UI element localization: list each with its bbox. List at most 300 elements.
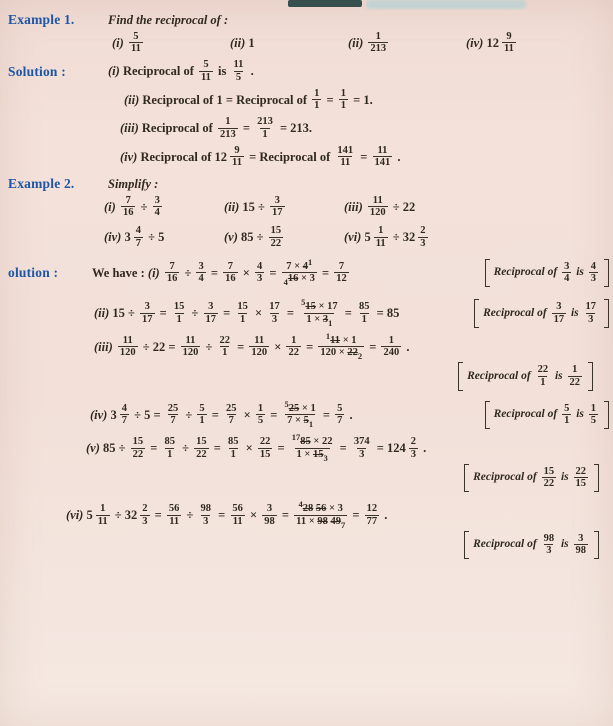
denominator: 1 [199,415,205,427]
text-run: (v) [86,441,103,456]
numerator: 1 [378,225,384,237]
text-run: = [215,508,229,523]
fraction [318,330,364,362]
numerator [284,256,314,273]
text-run: (iii) [120,121,142,136]
numerator: 15 [173,301,185,313]
ex2-items-1 [0,194,613,221]
numerator [290,432,335,448]
numerator: 15 [270,225,282,237]
text-run: ÷ [202,339,216,354]
exercise-item [104,224,224,251]
numerator: 5 [199,402,205,414]
denominator: 3 [256,273,263,285]
sol1-i-label: Solution : [8,63,66,79]
text-run: ÷ 5 [144,230,165,245]
denominator [285,414,315,430]
numerator: 4 [121,402,127,414]
denominator: 5 [590,415,596,427]
line-content [124,87,373,114]
numerator: 56 [168,503,180,515]
numerator: 3 [266,503,273,515]
reciprocal-note [485,259,609,288]
text-run: ÷ [389,230,403,245]
denominator: 11 [169,515,180,527]
text-run: (i) [147,265,163,280]
text-run: 1 × [306,313,323,325]
denominator: 22 [132,448,144,460]
denominator: 120 [251,347,268,359]
denominator: 1 [314,100,320,112]
text-run: = [319,407,334,422]
note-content [471,531,592,560]
denominator: 1 [176,313,182,325]
text-run: (iii) [344,199,366,214]
text-run: 85 ÷ [103,441,129,456]
mixed-number [125,502,152,529]
text-run: Simplify : [108,176,159,191]
denominator: 1 [540,376,546,388]
text-run: × [240,407,254,422]
cancelled-number: 56 [315,503,327,515]
denominator: 22 [543,478,555,490]
fraction [194,436,209,461]
text-run: . [381,508,388,523]
whole-part: 124 [386,441,406,456]
cancelled-number: 22 [347,347,358,359]
sol2-v [0,432,613,463]
text-run: × [251,306,266,321]
fraction [339,88,348,113]
denominator: 17 [553,313,565,325]
text-run: Reciprocal of [483,306,550,319]
denominator: 16 [225,273,236,285]
numerator: 3 [578,532,584,544]
text-run: = [283,306,298,321]
text-run: . [394,149,401,164]
fraction [368,195,388,220]
fraction [294,499,347,530]
whole-part: 3 [124,230,131,245]
text-run: 85 ÷ [241,230,267,245]
cancel-quotient-sub: 2 [357,351,363,362]
text-run: Reciprocal of [473,471,540,484]
numerator: 15 [543,465,555,477]
cancel-quotient-sub: 4 [283,277,288,288]
sol2-i-label: olution : [8,265,59,281]
numerator: 374 [353,436,370,448]
ex1-items [0,30,613,57]
denominator: 16 [166,273,178,285]
denominator: 7 [228,415,234,427]
text-run: Reciprocal of [493,408,561,421]
text-run: Reciprocal of [467,369,534,382]
numerator: 1 [225,116,231,128]
denominator: 3 [588,313,594,325]
fraction [217,335,232,360]
exercise-item [230,36,348,50]
numerator: 15 [237,301,248,313]
text-run: (ii) [230,35,249,50]
numerator: 3 [564,260,570,272]
sol2-vi [0,499,613,530]
cancelled-number: 85 [300,436,311,448]
denominator: 15 [575,478,586,490]
fraction [352,436,372,461]
text-run: × 3 [298,273,315,285]
line-content [104,194,415,221]
denominator: 1 [230,448,236,460]
whole-part: 5 [86,508,93,523]
line-content [66,499,388,530]
line-content [104,224,430,251]
cancel-quotient-sub: 3 [323,452,328,463]
note-content [492,401,602,430]
numerator: 3 [556,301,562,313]
text-run: × [271,339,285,354]
denominator: 17 [142,313,153,325]
fraction [502,31,516,56]
text-run: . [403,339,410,354]
fraction [269,225,284,250]
cancel-quotient-sup: 5 [301,297,306,308]
text-run: ÷ [188,306,202,321]
fraction [562,403,571,428]
denominator: 141 [374,157,391,169]
text-run: 11 × [296,515,318,527]
fraction [181,335,201,360]
fraction [258,436,273,461]
numerator: 98 [200,503,212,515]
fraction [282,256,317,288]
mixed-number [486,30,517,57]
denominator: 3 [142,515,148,527]
numerator: 2 [410,436,416,448]
denominator: 16 [122,207,134,219]
fraction [589,261,598,286]
text-run: = 213. [276,121,313,136]
denominator: 3 [359,448,365,460]
text-run: Find the reciprocal of : [108,12,229,27]
numerator: 85 [228,436,239,448]
numerator: 3 [144,301,150,313]
fraction [255,116,275,141]
sol1-i [0,58,613,85]
denominator: 17 [205,313,217,325]
denominator: 15 [259,448,271,460]
exercise-item [344,224,430,251]
denominator: 1 [167,448,173,460]
denominator: 3 [546,545,552,557]
fraction [199,503,214,528]
right-bracket [604,259,609,288]
fraction [262,503,277,528]
right-bracket [594,464,599,493]
numerator: 3 [198,260,204,272]
cancelled-number: 28 [302,503,314,515]
whole-part: 5 [364,230,371,245]
numerator: 5 [203,59,209,71]
sol2-iii-note [0,362,613,391]
fraction [134,225,143,250]
text-run: (i) [108,64,123,79]
text-run: = [239,121,254,136]
fraction [568,364,583,389]
sol1-iii [0,115,613,142]
fraction [129,31,143,56]
text-run: Reciprocal of [141,121,216,136]
whole-part: 12 [486,35,499,50]
ex2-heading-label: Example 2. [8,176,75,192]
sol2-ii [0,299,613,328]
fraction [256,403,265,428]
text-run: ÷ 5 = [130,407,164,422]
numerator: 7 [125,194,131,206]
text-run: × [246,508,261,523]
note-content [471,464,592,493]
numerator: 25 [167,402,179,414]
text-run: (ii) [94,306,113,321]
cancel-quotient-sup: 4 [298,499,303,510]
left-bracket [464,464,469,493]
denominator: 1 [262,128,268,140]
mixed-number [110,402,131,429]
fraction [335,145,355,170]
numerator: 56 [232,503,243,515]
text-run: ÷ [137,199,151,214]
numerator: 4 [135,225,141,237]
fraction [230,503,245,528]
cancel-quotient-sub: 1 [328,317,333,328]
text-run: is [558,471,572,484]
text-run: (iv) [90,407,111,422]
text-run: × 17 [315,301,338,313]
text-run: ÷ [183,508,197,523]
line-content [94,330,410,362]
text-run: is [558,538,572,551]
numerator: 1 [314,87,320,99]
cancel-quotient-sub: 1 [308,419,314,430]
fraction [267,301,282,326]
text-run: (iv) [104,230,125,245]
fraction [230,145,244,170]
numerator: 22 [537,364,549,376]
denominator: 7 [170,415,176,427]
text-run: 1 × [296,448,313,460]
text-run: . [346,407,353,422]
denominator: 4 [198,273,204,285]
denominator: 120 [369,207,386,219]
text-run: ÷ [181,265,195,280]
fraction [165,261,180,286]
denominator: 3 [410,448,416,460]
left-bracket [458,362,463,391]
numerator: 2 [142,503,148,515]
sol2-iv [0,398,613,430]
line-content [120,144,401,171]
numerator: 3 [274,194,280,206]
cancelled-number: 5 [303,415,309,427]
exercise-item [104,194,224,221]
text-run: = [349,508,363,523]
sol2-iii [0,330,613,362]
denominator: 4 [564,273,570,285]
numerator: 17 [585,301,596,313]
mixed-number [215,144,246,171]
fraction [255,261,264,286]
text-run: (ii) [124,92,143,107]
fraction [365,503,380,528]
text-run: Reciprocal of [122,64,197,79]
text-run: = [274,441,288,456]
text-run: (ii) [348,35,367,50]
text-run: ÷ 22 = [139,339,179,354]
fraction [373,145,393,170]
denominator: 77 [366,515,378,527]
text-run: × 3 [326,503,343,515]
right-bracket [604,299,609,328]
fraction [166,403,181,428]
denominator: 1 [361,313,367,325]
denominator [295,448,330,461]
denominator: 22 [569,376,580,388]
numerator: 141 [337,144,354,156]
exercise-item [112,30,230,57]
fraction [334,261,349,286]
denominator: 1 [564,415,570,427]
fraction [312,88,321,113]
text-run: × [239,265,253,280]
cancel-quotient-sub: 7 [340,519,346,530]
text-run: = [267,407,281,422]
denominator: 240 [383,347,400,359]
note-content [492,259,602,288]
fraction [335,403,344,428]
numerator: 9 [506,30,512,42]
denominator: 17 [272,207,283,219]
text-run: = [207,265,222,280]
whole-part: 32 [402,230,416,245]
mixed-number [124,224,145,251]
denominator: 1 [222,347,228,359]
numerator: 3 [154,194,160,206]
fraction [357,301,372,326]
fraction [140,503,149,528]
fraction [368,31,388,56]
left-bracket [464,531,469,560]
numerator: 1 [375,30,381,42]
fraction [235,301,250,326]
fraction [536,364,551,389]
text-run: = [373,441,387,456]
text-run: (iv) [120,149,141,164]
text-run: ÷ [179,441,193,456]
denominator [294,515,347,528]
denominator: 3 [271,313,278,325]
fraction [584,301,599,326]
numerator: 11 [185,334,196,346]
ex2-items-2 [0,224,613,251]
numerator: 9 [234,144,240,156]
numerator [282,398,317,415]
text-run: (vi) [344,230,365,245]
text-run: × 1 [340,334,357,346]
denominator: 11 [97,515,108,527]
text-run: We have : [92,265,148,280]
text-run: . [247,64,254,79]
text-run: (vi) [66,508,87,523]
text-run: (ii) [224,199,243,214]
line-content [108,58,254,85]
mixed-number [86,502,111,529]
denominator: 5 [235,71,242,83]
denominator: 11 [232,515,243,527]
whole-part: 3 [110,407,117,422]
numerator: 11 [372,194,383,206]
text-run: = [302,339,317,354]
ex2-heading [0,176,613,192]
numerator: 7 [338,260,345,272]
numerator: 1 [257,402,264,414]
ex1-heading [0,12,613,28]
text-run: = [151,508,165,523]
numerator: 11 [254,334,265,346]
line-content [112,30,518,57]
exercise-item [344,194,415,221]
fraction [374,225,388,250]
denominator [282,272,317,288]
text-run: ÷ [111,508,125,523]
fraction [409,436,418,461]
text-run: = [233,339,248,354]
fraction [552,301,567,326]
sol1-iv [0,144,613,171]
text-run: is [568,306,582,319]
fraction [542,533,557,558]
denominator: 12 [336,273,347,285]
text-run: Reciprocal of [140,149,215,164]
numerator: 15 [196,436,207,448]
text-run: Reciprocal of 1 = Reciprocal of [142,92,311,107]
fraction [163,436,178,461]
text-run: = [357,149,371,164]
line-content [90,398,353,430]
text-run: = 1. [350,92,373,107]
numerator: 4 [590,260,596,272]
fraction [574,533,589,558]
denominator: 7 [121,415,127,427]
fraction [381,335,401,360]
right-bracket [588,362,593,391]
numerator: 1 [100,503,106,515]
text-run: = [220,306,234,321]
text-run: = [341,306,356,321]
numerator: 213 [257,116,273,128]
fraction [589,403,598,428]
denominator: 1 [340,100,347,112]
line-content [108,13,228,27]
cancelled-number: 11 [330,334,341,346]
numerator: 5 [564,402,570,414]
numerator: 1 [340,87,347,99]
numerator: 85 [164,436,175,448]
fraction [249,335,269,360]
numerator [324,330,359,347]
cancel-quotient-sup: 1 [307,256,313,267]
fraction [299,297,339,328]
line-content [92,256,351,288]
numerator: 85 [359,301,370,313]
